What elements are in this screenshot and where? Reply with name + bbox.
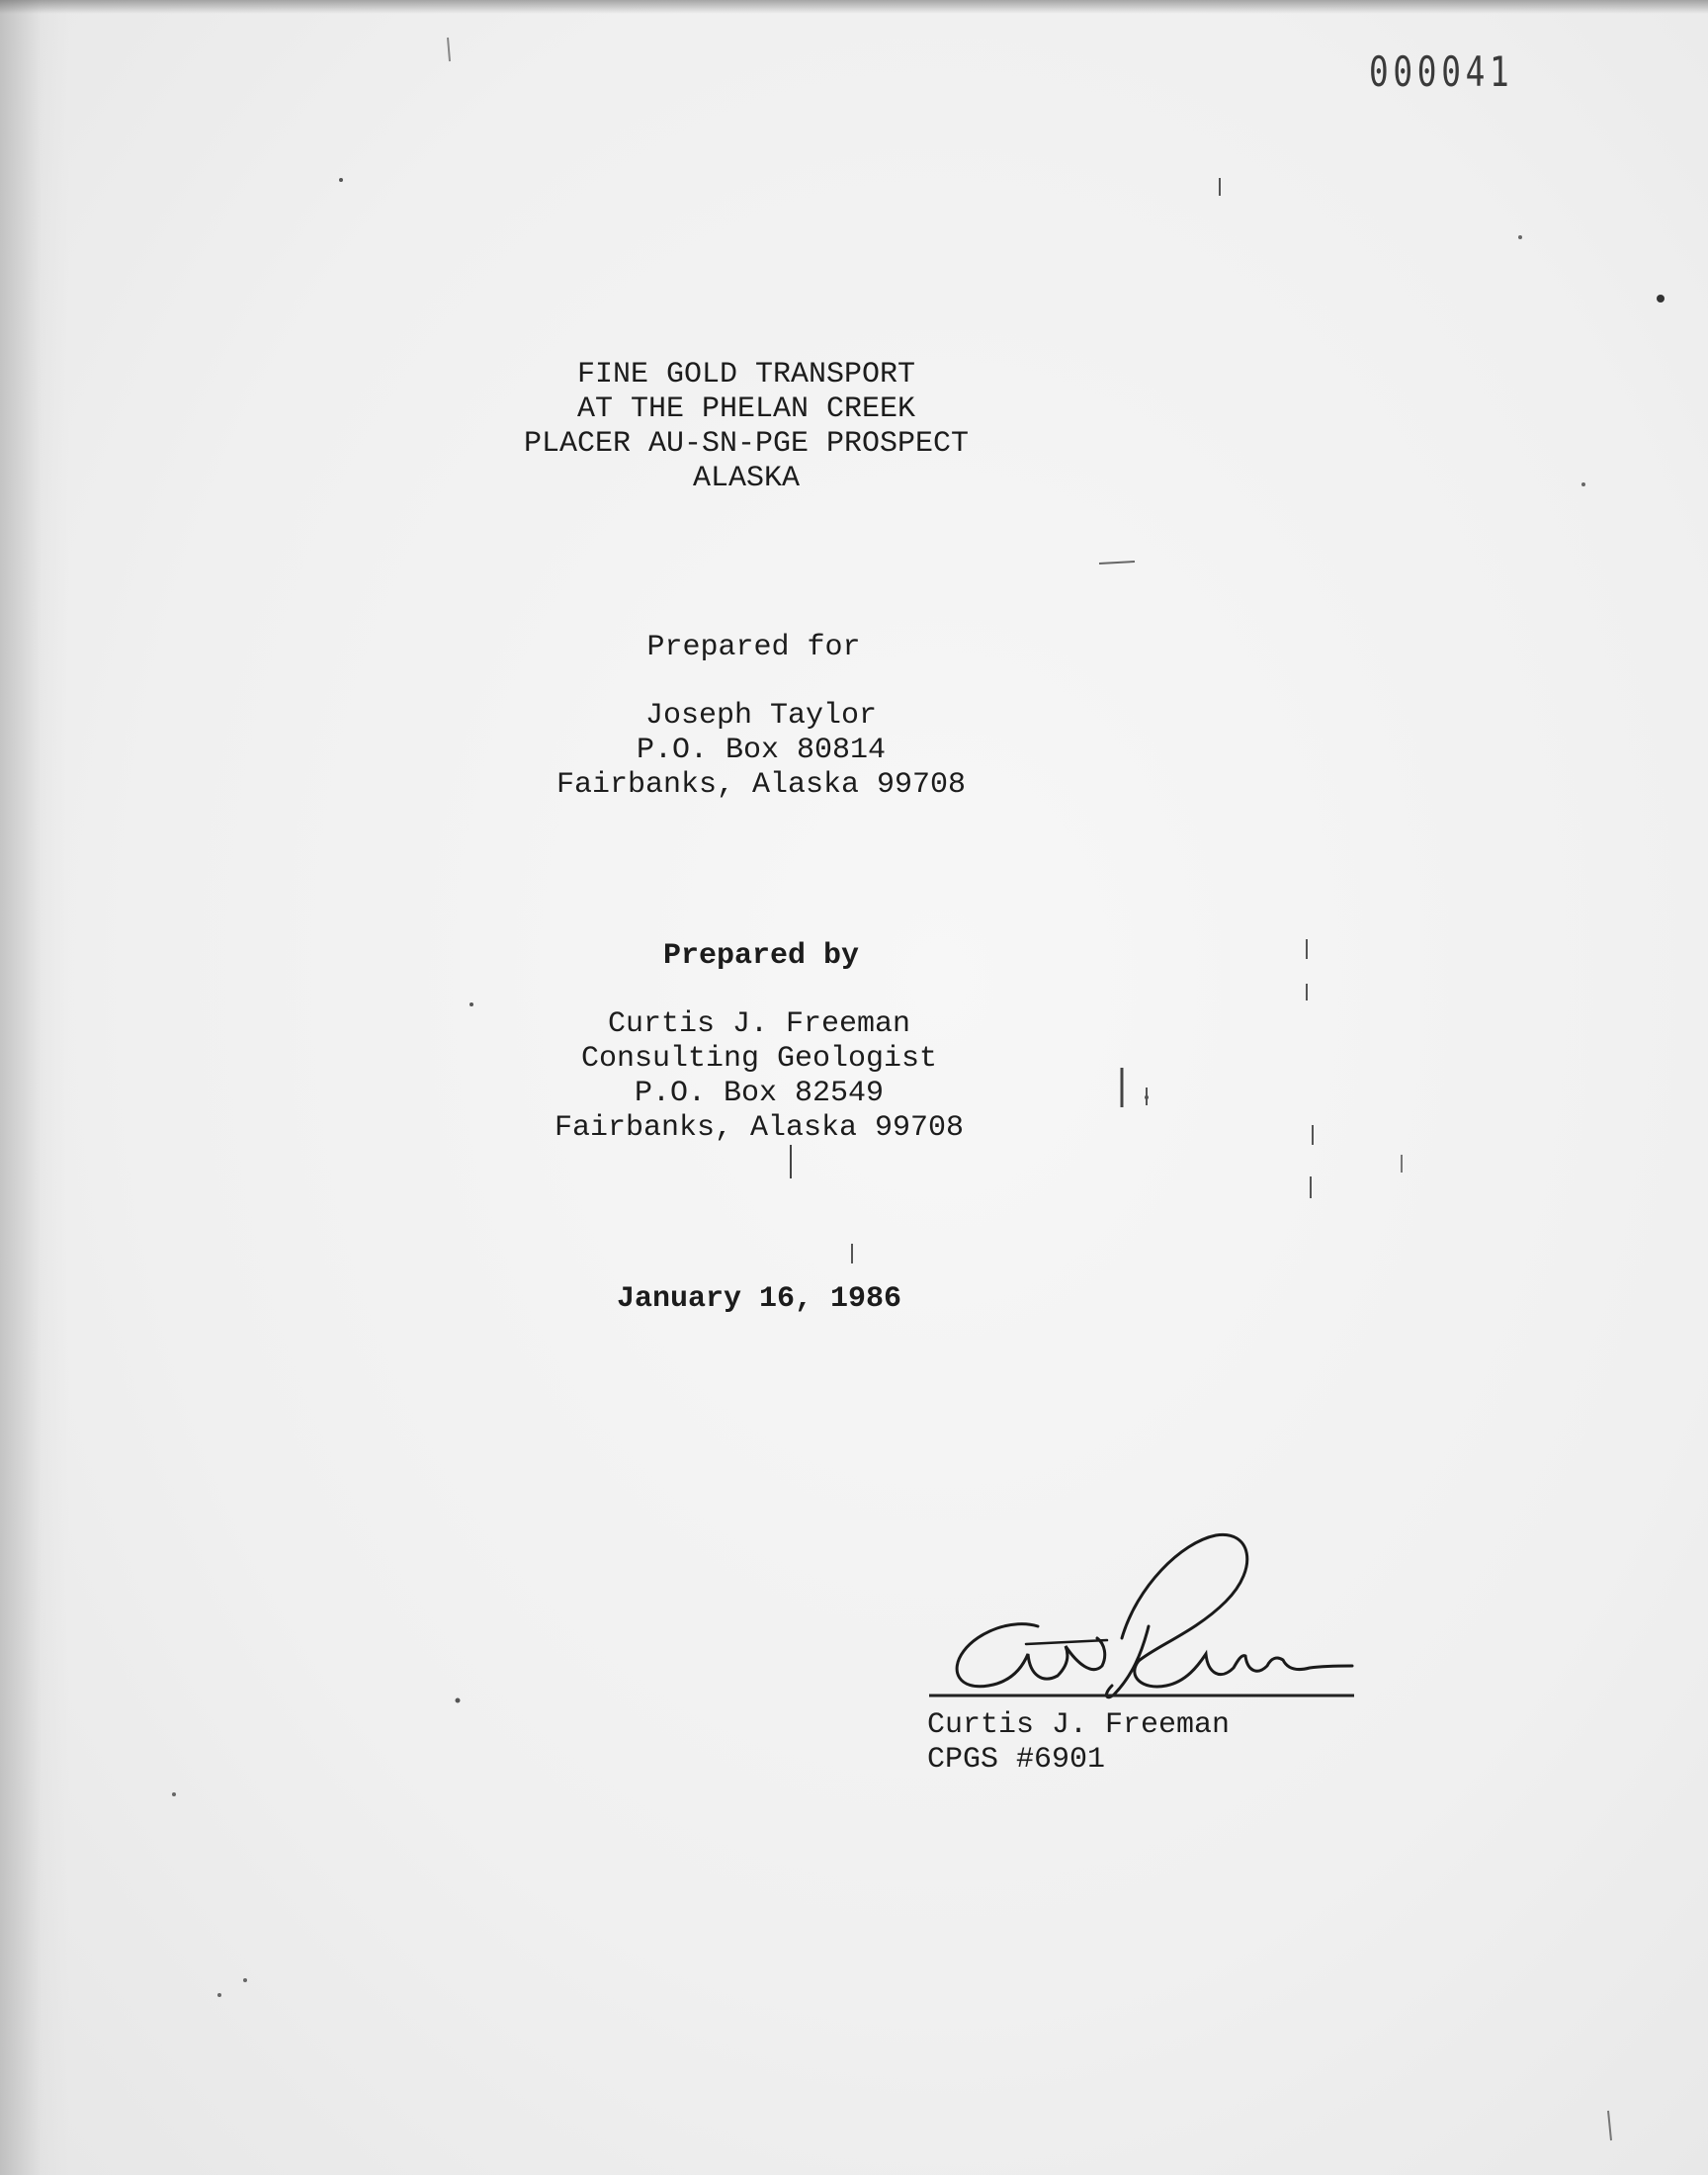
author-name: Curtis J. Freeman xyxy=(607,1007,911,1041)
title-line-2: AT THE PHELAN CREEK xyxy=(576,392,916,426)
title-line-4: ALASKA xyxy=(692,462,801,495)
client-po-box: P.O. Box 80814 xyxy=(636,734,887,767)
document-number: 000041 xyxy=(1369,47,1514,96)
title-line-1: FINE GOLD TRANSPORT xyxy=(576,358,916,392)
prepared-for-address xyxy=(0,699,1522,803)
report-date: January 16, 1986 xyxy=(616,1282,902,1316)
title-line-3: PLACER AU-SN-PGE PROSPECT xyxy=(523,427,970,461)
prepared-by-label: Prepared by xyxy=(662,939,860,973)
author-po-box: P.O. Box 82549 xyxy=(634,1077,885,1110)
client-city: Fairbanks, Alaska 99708 xyxy=(555,768,967,802)
author-role: Consulting Geologist xyxy=(580,1042,938,1076)
handwritten-signature xyxy=(919,1527,1433,1715)
prepared-for-label: Prepared for xyxy=(646,631,861,664)
report-title xyxy=(0,358,1493,496)
signer-name: Curtis J. Freeman xyxy=(927,1708,1231,1742)
prepared-by-address xyxy=(0,1007,1518,1146)
client-name: Joseph Taylor xyxy=(644,699,878,733)
signer-credential: CPGS #6901 xyxy=(927,1743,1106,1777)
signature-block xyxy=(927,1708,1230,1778)
author-city: Fairbanks, Alaska 99708 xyxy=(554,1111,965,1145)
